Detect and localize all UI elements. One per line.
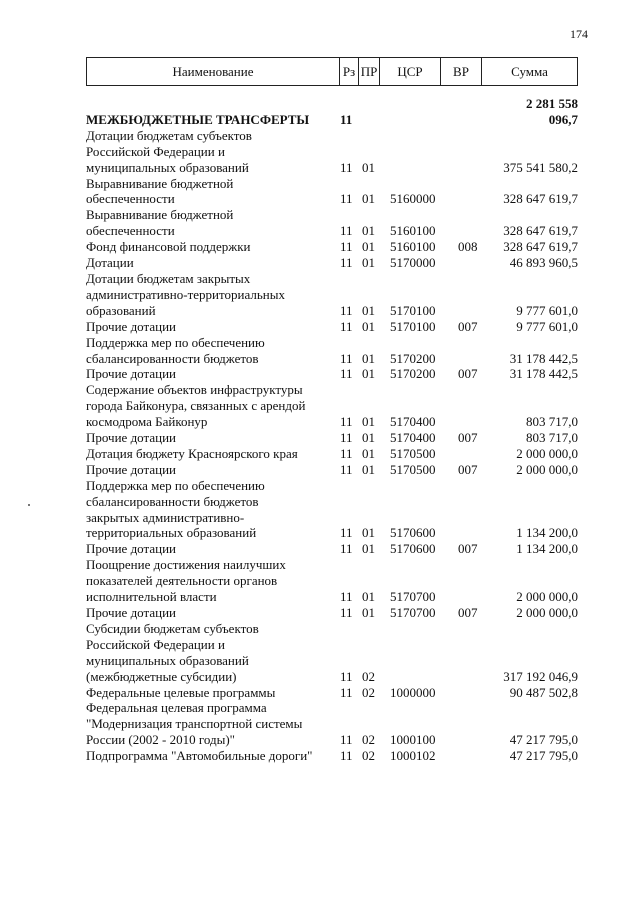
row-csr: 1000000 bbox=[390, 684, 436, 700]
row-sum: 9 777 601,0 bbox=[516, 318, 578, 334]
row-name bbox=[86, 621, 338, 685]
row-sum: 46 893 960,5 bbox=[509, 255, 578, 271]
row-vr bbox=[450, 557, 498, 605]
header-vr: ВР bbox=[441, 58, 482, 86]
row-name-line: сбалансированности бюджетов bbox=[86, 493, 259, 509]
row-pr: 01 bbox=[362, 541, 375, 557]
header-pr: ПР bbox=[359, 58, 380, 86]
row-name-line: исполнительной власти bbox=[86, 589, 217, 605]
row-name-line: России (2002 - 2010 годы)" bbox=[86, 732, 235, 748]
row-sum: 317 192 046,9 bbox=[503, 668, 578, 684]
row-rz: 11 bbox=[340, 541, 353, 557]
row-pr: 01 bbox=[362, 445, 375, 461]
table-row bbox=[86, 271, 578, 319]
row-name-line: Содержание объектов инфраструктуры bbox=[86, 382, 303, 398]
row-sum: 2 281 558 096,7 bbox=[526, 96, 578, 127]
table-row bbox=[86, 255, 578, 271]
row-csr: 5160100 bbox=[390, 239, 436, 255]
row-csr: 5170400 bbox=[390, 414, 436, 430]
table-row bbox=[86, 621, 578, 685]
row-sum: 328 647 619,7 bbox=[503, 223, 578, 239]
row-csr: 1000100 bbox=[390, 732, 436, 748]
row-csr: 5170500 bbox=[390, 445, 436, 461]
row-sum: 375 541 580,2 bbox=[503, 159, 578, 175]
row-name-line: Дотации bbox=[86, 255, 134, 271]
row-name bbox=[86, 446, 338, 462]
row-vr bbox=[450, 271, 498, 319]
row-name bbox=[86, 366, 338, 382]
row-pr: 01 bbox=[362, 255, 375, 271]
row-name-line: обеспеченности bbox=[86, 223, 175, 239]
row-pr: 02 bbox=[362, 732, 375, 748]
row-csr: 5170200 bbox=[390, 350, 436, 366]
row-csr: 5170000 bbox=[390, 255, 436, 271]
row-csr: 5170100 bbox=[390, 302, 436, 318]
row-sum: 803 717,0 bbox=[526, 430, 578, 446]
row-rz: 11 bbox=[340, 159, 353, 175]
row-vr bbox=[450, 96, 498, 128]
row-name-line: Федеральная целевая программа bbox=[86, 700, 267, 716]
row-vr bbox=[450, 176, 498, 208]
row-sum: 31 178 442,5 bbox=[509, 366, 578, 382]
row-name-line: сбалансированности бюджетов bbox=[86, 350, 259, 366]
row-vr bbox=[450, 128, 498, 176]
row-sum: 90 487 502,8 bbox=[509, 684, 578, 700]
row-rz: 11 bbox=[340, 748, 353, 764]
row-name bbox=[86, 700, 338, 748]
table-row bbox=[86, 557, 578, 605]
row-pr: 01 bbox=[362, 350, 375, 366]
row-csr: 5170600 bbox=[390, 541, 436, 557]
row-name-line: Дотация бюджету Красноярского края bbox=[86, 445, 298, 461]
row-rz: 11 bbox=[340, 684, 353, 700]
row-csr: 5170500 bbox=[390, 461, 436, 477]
row-name-line: Прочие дотации bbox=[86, 541, 176, 557]
row-sum: 31 178 442,5 bbox=[509, 350, 578, 366]
row-csr: 5170400 bbox=[390, 430, 436, 446]
row-name bbox=[86, 557, 338, 605]
row-vr: 007 bbox=[458, 366, 478, 382]
row-rz: 11 bbox=[340, 302, 353, 318]
row-csr: 5170700 bbox=[390, 605, 436, 620]
row-name bbox=[86, 255, 338, 271]
table-row bbox=[86, 382, 578, 430]
header-rz: Рз bbox=[340, 58, 359, 86]
row-name-line: Подпрограмма "Автомобильные дороги" bbox=[86, 748, 313, 764]
row-pr: 01 bbox=[362, 302, 375, 318]
row-name-line: закрытых административно- bbox=[86, 509, 245, 525]
row-rz: 11 bbox=[340, 589, 353, 605]
row-name-line: обеспеченности bbox=[86, 191, 175, 207]
budget-rows bbox=[86, 96, 578, 764]
row-name bbox=[86, 319, 338, 335]
row-rz: 11 bbox=[340, 255, 353, 271]
header-name: Наименование bbox=[87, 58, 340, 86]
row-rz: 11 bbox=[340, 605, 353, 620]
row-csr bbox=[382, 96, 450, 128]
row-name-line: Поддержка мер по обеспечению bbox=[86, 334, 265, 350]
row-name-line: (межбюджетные субсидии) bbox=[86, 668, 237, 684]
row-name bbox=[86, 541, 338, 557]
table-row bbox=[86, 239, 578, 255]
row-sum: 47 217 795,0 bbox=[509, 732, 578, 748]
row-name-line: Выравнивание бюджетной bbox=[86, 207, 234, 223]
row-csr: 5160100 bbox=[390, 223, 436, 239]
row-name-line: города Байконура, связанных с арендой bbox=[86, 398, 306, 414]
table-row bbox=[86, 96, 578, 128]
row-name bbox=[86, 96, 338, 128]
table-row bbox=[86, 430, 578, 446]
row-rz: 11 bbox=[340, 668, 353, 684]
row-sum: 328 647 619,7 bbox=[503, 191, 578, 207]
row-name-line: Российской Федерации и bbox=[86, 636, 225, 652]
row-name bbox=[86, 430, 338, 446]
row-name-line: Прочие дотации bbox=[86, 318, 176, 334]
table-row bbox=[86, 748, 578, 764]
row-rz: 11 bbox=[340, 445, 353, 461]
row-sum: 328 647 619,7 bbox=[503, 239, 578, 255]
row-name-line: образований bbox=[86, 302, 156, 318]
row-rz: 11 bbox=[340, 318, 353, 334]
header-row bbox=[87, 58, 578, 86]
row-name-line: показателей деятельности органов bbox=[86, 573, 278, 589]
row-name bbox=[86, 605, 338, 621]
row-pr: 01 bbox=[362, 239, 375, 255]
row-pr: 01 bbox=[362, 461, 375, 477]
row-sum: 47 217 795,0 bbox=[509, 748, 578, 764]
row-sum: 2 000 000,0 bbox=[516, 461, 578, 477]
row-vr bbox=[450, 446, 498, 462]
row-name-line: Прочие дотации bbox=[86, 430, 176, 446]
row-pr bbox=[358, 96, 382, 128]
table-row bbox=[86, 176, 578, 208]
row-vr bbox=[450, 685, 498, 701]
row-name-line: Федеральные целевые программы bbox=[86, 684, 276, 700]
row-name bbox=[86, 176, 338, 208]
table-row bbox=[86, 605, 578, 621]
table-header bbox=[86, 57, 578, 86]
row-name-line: МЕЖБЮДЖЕТНЫЕ ТРАНСФЕРТЫ bbox=[86, 111, 310, 127]
table-row bbox=[86, 128, 578, 176]
row-vr: 007 bbox=[458, 430, 478, 446]
row-name-line: Прочие дотации bbox=[86, 366, 176, 382]
row-rz: 11 bbox=[340, 461, 353, 477]
row-name bbox=[86, 382, 338, 430]
row-pr: 02 bbox=[362, 748, 375, 764]
row-sum: 2 000 000,0 bbox=[516, 605, 578, 620]
row-vr bbox=[450, 700, 498, 748]
table-row bbox=[86, 366, 578, 382]
header-csr: ЦСР bbox=[380, 58, 441, 86]
row-rz: 11 bbox=[340, 414, 353, 430]
row-rz: 11 bbox=[340, 732, 353, 748]
table-row bbox=[86, 207, 578, 239]
row-name bbox=[86, 748, 338, 764]
row-vr: 007 bbox=[458, 461, 478, 477]
row-name bbox=[86, 128, 338, 176]
table-row bbox=[86, 685, 578, 701]
page-number: 174 bbox=[570, 27, 588, 41]
row-sum: 1 134 200,0 bbox=[516, 525, 578, 541]
row-vr bbox=[450, 621, 498, 685]
row-csr bbox=[382, 621, 450, 685]
row-vr bbox=[450, 748, 498, 764]
row-rz: 11 bbox=[340, 191, 353, 207]
row-csr: 5170700 bbox=[390, 589, 436, 605]
scan-speck bbox=[28, 504, 30, 506]
row-csr: 5170100 bbox=[390, 318, 436, 334]
row-name-line: территориальных образований bbox=[86, 525, 257, 541]
row-pr: 01 bbox=[362, 191, 375, 207]
row-pr: 01 bbox=[362, 605, 375, 620]
row-pr: 01 bbox=[362, 430, 375, 446]
header-sum: Сумма bbox=[482, 58, 578, 86]
row-pr: 01 bbox=[362, 366, 375, 382]
row-sum: 9 777 601,0 bbox=[516, 302, 578, 318]
row-pr: 01 bbox=[362, 159, 375, 175]
table-row bbox=[86, 478, 578, 542]
row-pr: 01 bbox=[362, 589, 375, 605]
row-csr: 5170200 bbox=[390, 366, 436, 382]
row-rz: 11 bbox=[340, 366, 353, 382]
row-name bbox=[86, 271, 338, 319]
row-vr bbox=[450, 478, 498, 542]
table-row bbox=[86, 446, 578, 462]
row-csr: 5160000 bbox=[390, 191, 436, 207]
row-sum: 803 717,0 bbox=[526, 414, 578, 430]
table-row bbox=[86, 541, 578, 557]
row-name-line: муниципальных образований bbox=[86, 652, 249, 668]
row-rz: 11 bbox=[340, 430, 353, 446]
row-rz: 11 bbox=[340, 223, 353, 239]
row-name bbox=[86, 207, 338, 239]
row-vr bbox=[450, 335, 498, 367]
row-name-line: административно-территориальных bbox=[86, 286, 285, 302]
row-name-line: Поддержка мер по обеспечению bbox=[86, 477, 265, 493]
row-name-line: Дотации бюджетам субъектов bbox=[86, 127, 252, 143]
row-name bbox=[86, 335, 338, 367]
row-sum: 2 000 000,0 bbox=[516, 445, 578, 461]
row-vr: 007 bbox=[458, 541, 478, 557]
row-rz: 11 bbox=[340, 525, 353, 541]
row-name-line: Фонд финансовой поддержки bbox=[86, 239, 251, 255]
row-pr: 02 bbox=[362, 684, 375, 700]
table-row bbox=[86, 335, 578, 367]
row-csr bbox=[382, 128, 450, 176]
row-pr: 01 bbox=[362, 318, 375, 334]
row-name-line: Прочие дотации bbox=[86, 461, 176, 477]
row-name-line: "Модернизация транспортной системы bbox=[86, 716, 303, 732]
row-sum: 2 000 000,0 bbox=[516, 589, 578, 605]
row-name-line: Российской Федерации и bbox=[86, 143, 225, 159]
row-name bbox=[86, 478, 338, 542]
row-name bbox=[86, 239, 338, 255]
row-name-line: Дотации бюджетам закрытых bbox=[86, 270, 251, 286]
row-rz: 11 bbox=[340, 239, 353, 255]
row-vr bbox=[450, 207, 498, 239]
row-name-line: космодрома Байконур bbox=[86, 414, 208, 430]
row-rz: 11 bbox=[340, 111, 353, 127]
row-csr: 5170600 bbox=[390, 525, 436, 541]
row-name-line: Прочие дотации bbox=[86, 605, 176, 620]
table-row bbox=[86, 700, 578, 748]
row-pr: 02 bbox=[362, 668, 375, 684]
row-name bbox=[86, 685, 338, 701]
row-vr bbox=[450, 382, 498, 430]
row-vr bbox=[450, 255, 498, 271]
row-vr: 007 bbox=[458, 605, 478, 620]
row-name-line: Субсидии бюджетам субъектов bbox=[86, 620, 259, 636]
row-name bbox=[86, 462, 338, 478]
row-vr: 008 bbox=[458, 239, 478, 255]
row-name-line: Поощрение достижения наилучших bbox=[86, 557, 286, 573]
row-vr: 007 bbox=[458, 318, 478, 334]
row-sum: 1 134 200,0 bbox=[516, 541, 578, 557]
row-name-line: Выравнивание бюджетной bbox=[86, 175, 234, 191]
row-csr: 1000102 bbox=[390, 748, 436, 764]
row-pr: 01 bbox=[362, 414, 375, 430]
row-name-line: муниципальных образований bbox=[86, 159, 249, 175]
table-row bbox=[86, 462, 578, 478]
row-rz: 11 bbox=[340, 350, 353, 366]
table-row bbox=[86, 319, 578, 335]
row-pr: 01 bbox=[362, 223, 375, 239]
row-pr: 01 bbox=[362, 525, 375, 541]
budget-table bbox=[86, 96, 578, 764]
